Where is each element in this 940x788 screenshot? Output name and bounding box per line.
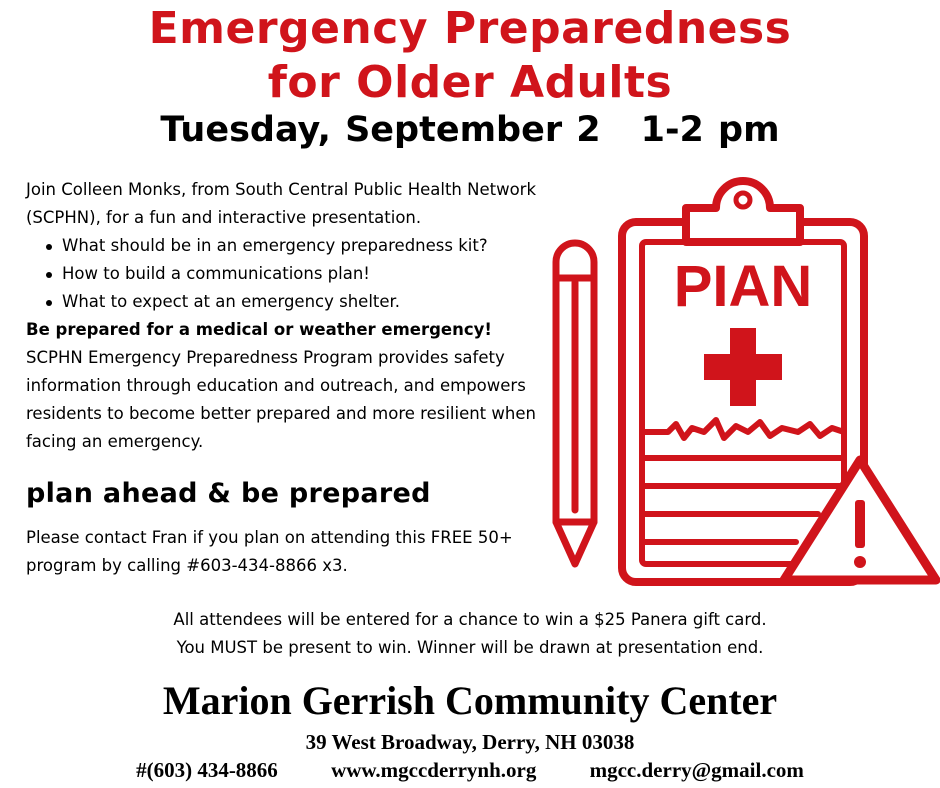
prepared-callout: Be prepared for a medical or weather emergency! bbox=[26, 320, 492, 339]
event-date: Tuesday, September 2 bbox=[160, 110, 601, 150]
topic-item-shelter: What to expect at an emergency shelter. bbox=[44, 288, 556, 316]
footer-email: mgcc.derry@gmail.com bbox=[589, 758, 804, 782]
footer-contact-row bbox=[0, 756, 940, 784]
intro-text: Join Colleen Monks, from South Central Public Health Network (SCPHN), for a fun and interactive presentation. bbox=[26, 180, 537, 227]
title-line-1: Emergency Preparedness bbox=[148, 3, 792, 54]
title-line-2: for Older Adults bbox=[267, 57, 673, 108]
plan-illustration bbox=[546, 170, 940, 600]
raffle-line-2: You MUST be present to win. Winner will be drawn at presentation end. bbox=[176, 638, 764, 657]
plan-ahead-heading: plan ahead & be prepared bbox=[26, 478, 431, 509]
program-description: SCPHN Emergency Preparedness Program provides safety information through education and outreach, and empowers residents to become better prepared and more resilient when facing an emergency. bbox=[26, 348, 536, 451]
event-time: 1-2 pm bbox=[640, 110, 780, 150]
event-date-time bbox=[0, 108, 940, 152]
topic-item-kit: What should be in an emergency preparedness kit? bbox=[44, 232, 556, 260]
topic-list bbox=[26, 232, 556, 316]
footer-website: www.mgccderrynh.org bbox=[331, 758, 537, 782]
raffle-line-1: All attendees will be entered for a chance to win a $25 Panera gift card. bbox=[173, 610, 767, 629]
contact-text: Please contact Fran if you plan on attending this FREE 50+ program by calling #603-434-8866 x3. bbox=[26, 528, 513, 575]
clipboard-label: PIAN bbox=[673, 254, 813, 319]
pencil-icon bbox=[556, 243, 594, 564]
raffle-section bbox=[0, 606, 940, 662]
footer-phone: #(603) 434-8866 bbox=[136, 758, 278, 782]
heartbeat-line bbox=[642, 420, 844, 438]
intro-section bbox=[26, 176, 556, 456]
center-name: Marion Gerrish Community Center bbox=[162, 678, 778, 723]
medical-cross-icon bbox=[704, 328, 782, 406]
warning-triangle-icon bbox=[784, 460, 936, 580]
topic-item-communications: How to build a communications plan! bbox=[44, 260, 556, 288]
center-address: 39 West Broadway, Derry, NH 03038 bbox=[305, 730, 635, 754]
